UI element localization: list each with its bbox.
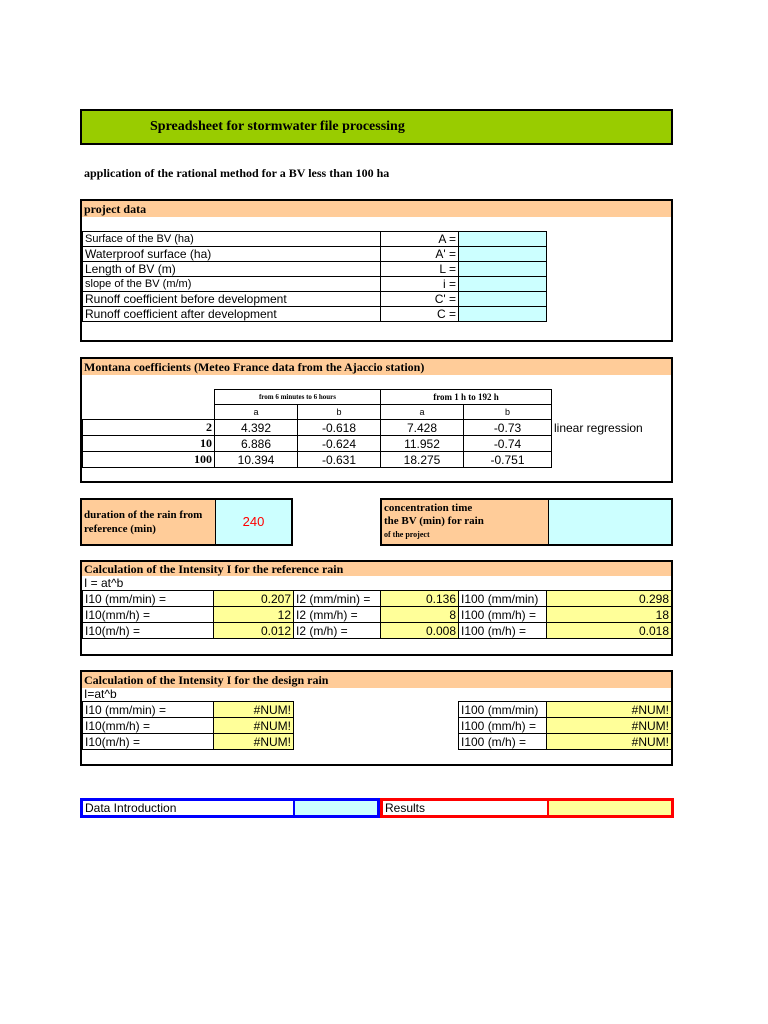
project-input-c-before[interactable] [459,292,547,307]
montana-value: -0.751 [464,452,552,468]
legend-result-swatch [547,801,671,815]
project-input-length[interactable] [459,262,547,277]
legend-data-intro-label: Data Introduction [85,801,177,815]
project-data-table [82,231,547,322]
intensity-label: I100 (m/h) = [459,734,547,750]
legend-results-label: Results [385,801,426,815]
concentration-line3: of the project [384,530,430,539]
concentration-line1: concentration time [384,502,473,514]
concentration-box [380,498,673,546]
project-symbol: A' = [381,247,459,262]
intensity-label: I100 (mm/h) = [459,718,547,734]
intensity-label: I2 (mm/h) = [294,607,381,623]
intensity-value: #NUM! [214,734,294,750]
project-symbol: C = [381,307,459,322]
intensity-value: #NUM! [214,702,294,718]
project-label: slope of the BV (m/m) [83,277,381,292]
concentration-label [382,500,548,544]
project-symbol: i = [381,277,459,292]
project-label: Runoff coefficient before development [83,292,381,307]
title-bar [80,109,673,145]
reference-table [82,590,672,639]
intensity-value: 12 [214,607,294,623]
col-b-label: b [298,405,381,420]
montana-value: 4.392 [215,420,298,436]
design-header: Calculation of the Intensity I for the design rain [82,672,671,688]
montana-value: 10.394 [215,452,298,468]
duration-box [80,498,293,546]
project-symbol: C' = [381,292,459,307]
project-label: Surface of the BV (ha) [83,232,381,247]
legend-results [380,798,674,818]
intensity-label: I2 (m/h) = [294,623,381,639]
return-period: 2 [83,420,215,436]
intensity-value: #NUM! [547,702,672,718]
duration-value: 240 [242,514,265,529]
intensity-label: I10(mm/h) = [83,718,214,734]
intensity-value: 0.008 [381,623,459,639]
intensity-value: 8 [381,607,459,623]
subtitle: application of the rational method for a BV less than 100 ha [84,166,390,180]
linear-regression-note: linear regression [554,420,643,435]
intensity-label: I2 (mm/min) = [294,591,381,607]
montana-value: -0.631 [298,452,381,468]
project-label: Runoff coefficient after development [83,307,381,322]
intensity-value: 0.298 [547,591,672,607]
montana-value: -0.618 [298,420,381,436]
montana-value: -0.74 [464,436,552,452]
col-a-label: a [381,405,464,420]
montana-value: -0.624 [298,436,381,452]
montana-value: 18.275 [381,452,464,468]
design-formula: I=at^b [84,687,117,701]
intensity-label: I100 (mm/h) = [459,607,547,623]
montana-value: 6.886 [215,436,298,452]
intensity-value: #NUM! [547,734,672,750]
project-input-waterproof[interactable] [459,247,547,262]
intensity-label: I10 (mm/min) = [83,702,214,718]
project-input-surface[interactable] [459,232,547,247]
duration-input[interactable] [215,500,291,544]
intensity-value: 0.136 [381,591,459,607]
intensity-label: I10(m/h) = [83,734,214,750]
col-b-label: b [464,405,552,420]
project-data-header: project data [82,201,671,217]
project-symbol: A = [381,232,459,247]
intensity-value: #NUM! [547,718,672,734]
concentration-line2: the BV (min) for rain [384,515,484,527]
project-symbol: L = [381,262,459,277]
project-input-c-after[interactable] [459,307,547,322]
concentration-input[interactable] [548,500,671,544]
montana-value: 11.952 [381,436,464,452]
project-label: Length of BV (m) [83,262,381,277]
reference-formula: I = at^b [84,576,124,590]
montana-value: 7.428 [381,420,464,436]
intensity-label: I100 (m/h) = [459,623,547,639]
intensity-value: 0.207 [214,591,294,607]
montana-table [82,389,652,468]
legend-input-swatch [293,801,377,815]
intensity-value: 0.018 [547,623,672,639]
design-table [82,701,672,750]
col-a-label: a [215,405,298,420]
return-period: 100 [83,452,215,468]
intensity-label: I10 (mm/min) = [83,591,214,607]
return-period: 10 [83,436,215,452]
intensity-label: I100 (mm/min) [459,591,547,607]
project-input-slope[interactable] [459,277,547,292]
duration-label-line1: duration of the rain from [84,509,203,521]
montana-header: Montana coefficients (Meteo France data from the Ajaccio station) [82,359,671,375]
montana-value: -0.73 [464,420,552,436]
intensity-value: 18 [547,607,672,623]
montana-range-long: from 1 h to 192 h [381,390,552,405]
duration-label [82,500,215,544]
montana-range-short: from 6 minutes to 6 hours [215,390,381,405]
project-label: Waterproof surface (ha) [83,247,381,262]
intensity-label: I10(mm/h) = [83,607,214,623]
legend-data-introduction [80,798,380,818]
reference-header: Calculation of the Intensity I for the reference rain [82,562,671,576]
page-title: Spreadsheet for stormwater file processing [150,119,405,134]
intensity-label: I10(m/h) = [83,623,214,639]
intensity-value: #NUM! [214,718,294,734]
duration-label-line2: reference (min) [84,523,156,535]
intensity-value: 0.012 [214,623,294,639]
intensity-label: I100 (mm/min) [459,702,547,718]
